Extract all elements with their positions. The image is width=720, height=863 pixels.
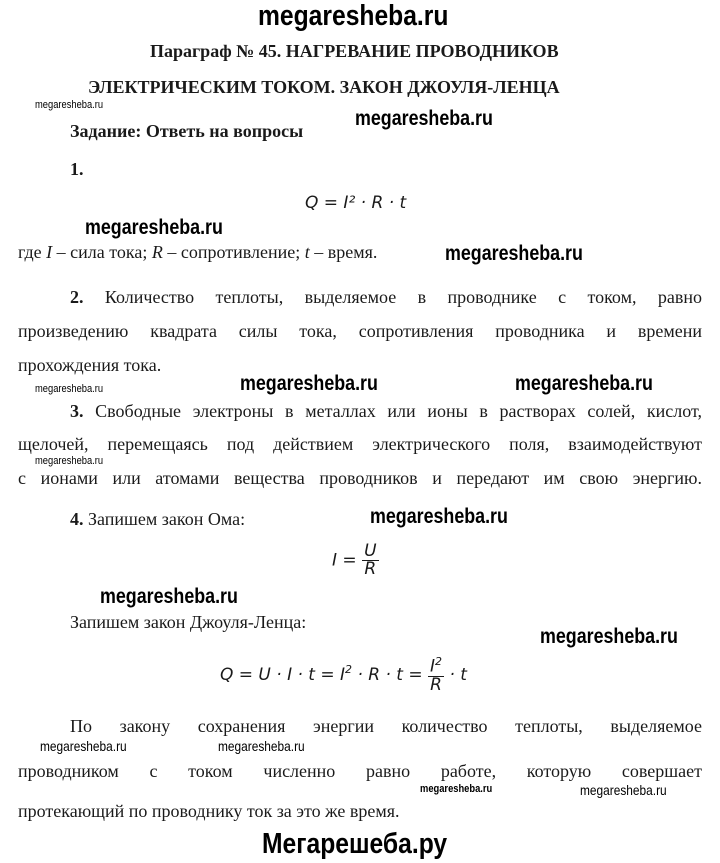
watermark: megaresheba.ru [515, 372, 653, 395]
watermark: megaresheba.ru [540, 625, 678, 648]
watermark: megaresheba.ru [580, 782, 667, 798]
watermark: megaresheba.ru [420, 783, 493, 795]
watermark-top: megaresheba.ru [258, 0, 449, 32]
watermark-footer: Мегарешеба.ру [262, 828, 448, 860]
q3-line: 3. Свободные электроны в металлах или ионы в растворах солей, кислот, [70, 401, 702, 421]
q1-number: 1. [70, 159, 84, 179]
q2-line: 2. Количество теплоты, выделяемое в проводнике с током, равно [70, 287, 702, 307]
task-heading: Задание: Ответь на вопросы [70, 121, 304, 141]
watermark: megaresheba.ru [370, 505, 508, 528]
watermark: megaresheba.ru [35, 383, 104, 395]
watermark: megaresheba.ru [218, 738, 305, 754]
formula-ohm: I = $\frac{U}{R}$ [332, 541, 377, 579]
q4-line: протекающий по проводнику ток за это же время. [18, 801, 400, 821]
q2-line: произведению квадрата силы тока, сопротивления проводника и времени [18, 321, 702, 341]
q3-line: щелочей, перемещаясь под действием электрического поля, взаимодействуют [18, 434, 702, 454]
watermark: megaresheba.ru [240, 372, 378, 395]
watermark: megaresheba.ru [355, 107, 493, 130]
watermark: megaresheba.ru [35, 99, 104, 111]
formula-joule-full: $Q = U \cdot I \cdot t = I^2 \cdot R \cdot t$ = $\frac{I^2}{R}$ · t [220, 655, 467, 695]
watermark: megaresheba.ru [85, 216, 223, 239]
title-line-2: ЭЛЕКТРИЧЕСКИМ ТОКОМ. ЗАКОН ДЖОУЛЯ-ЛЕНЦА [88, 77, 560, 97]
q2-line: прохождения тока. [18, 355, 162, 375]
watermark: megaresheba.ru [445, 242, 583, 265]
watermark: megaresheba.ru [100, 585, 238, 608]
q4-joule-intro: Запишем закон Джоуля-Ленца: [70, 612, 307, 632]
watermark: megaresheba.ru [40, 738, 127, 754]
q3-line: с ионами или атомами вещества проводников и передают им свою энергию. [18, 468, 702, 488]
watermark: megaresheba.ru [35, 455, 104, 467]
q4-line: По закону сохранения энергии количество теплоты, выделяемое [70, 716, 702, 736]
formula-joule: Q = I² · R · t [305, 193, 407, 213]
q4-ohm-intro: 4. Запишем закон Ома: [70, 509, 246, 529]
q1-legend: где I – сила тока; R – сопротивление; t – время. [18, 242, 378, 262]
title-line-1: Параграф № 45. НАГРЕВАНИЕ ПРОВОДНИКОВ [150, 41, 559, 61]
q4-line: проводником с током численно равно работе, которую совершает [18, 761, 702, 781]
